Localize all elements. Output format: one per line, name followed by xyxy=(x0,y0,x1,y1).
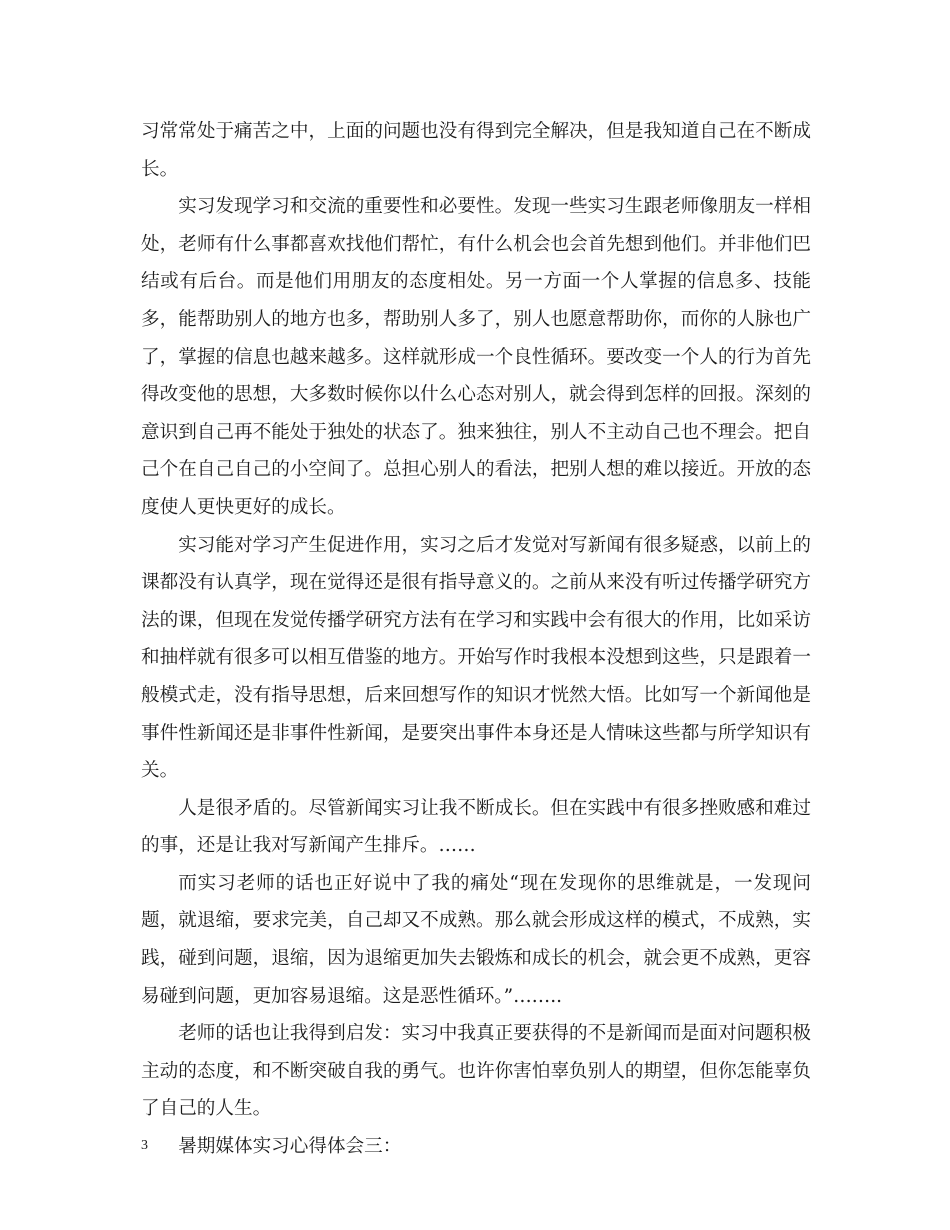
paragraph: 人是很矛盾的。尽管新闻实习让我不断成长。但在实践中有很多挫败感和难过的事，还是让我对写新闻产生排斥。…… xyxy=(141,797,811,857)
paragraph: 老师的话也让我得到启发：实习中我真正要获得的不是新闻而是面对问题积极主动的态度，和不断突破自我的勇气。也许你害怕辜负别人的期望，但你怎能辜负了自己的人生。 xyxy=(141,1023,811,1120)
document-body xyxy=(141,113,811,1166)
section-heading: 暑期媒体实习心得体会三： xyxy=(178,1136,402,1158)
paragraph: 而实习老师的话也正好说中了我的痛处“现在发现你的思维就是，一发现问题，就退缩，要求完美，自己却又不成熟。那么就会形成这样的模式，不成熟，实践，碰到问题，退缩，因为退缩更加失去锻炼和成长的机会，就会更不成熟，更容易碰到问题，更加容易退缩。这是恶性循环。”…….. xyxy=(141,872,811,1007)
paragraph: 实习能对学习产生促进作用，实习之后才发觉对写新闻有很多疑惑，以前上的课都没有认真学，现在觉得还是很有指导意义的。之前从来没有听过传播学研究方法的课，但现在发觉传播学研究方法有在学习和实践中会有很大的作用，比如采访和抽样就有很多可以相互借鉴的地方。开始写作时我根本没想到这些，只是跟着一般模式走，没有指导思想，后来回想写作的知识才恍然大悟。比如写一个新闻他是事件性新闻还是非事件性新闻，是要突出事件本身还是人情味这些都与所学知识有关。 xyxy=(141,534,811,782)
paragraph: 习常常处于痛苦之中，上面的问题也没有得到完全解决，但是我知道自己在不断成长。 xyxy=(141,121,811,180)
paragraph: 实习发现学习和交流的重要性和必要性。发现一些实习生跟老师像朋友一样相处，老师有什么事都喜欢找他们帮忙，有什么机会也会首先想到他们。并非他们巴结或有后台。而是他们用朋友的态度相处。另一方面一个人掌握的信息多、技能多，能帮助别人的地方也多，帮助别人多了，别人也愿意帮助你，而你的人脉也广了，掌握的信息也越来越多。这样就形成一个良性循环。要改变一个人的行为首先得改变他的思想，大多数时候你以什么心态对别人，就会得到怎样的回报。深刻的意识到自己再不能处于独处的状态了。独来独往，别人不主动自己也不理会。把自己个在自己自己的小空间了。总担心别人的看法，把别人想的难以接近。开放的态度使人更快更好的成长。 xyxy=(141,196,811,518)
page-number: 3 xyxy=(141,1138,148,1153)
